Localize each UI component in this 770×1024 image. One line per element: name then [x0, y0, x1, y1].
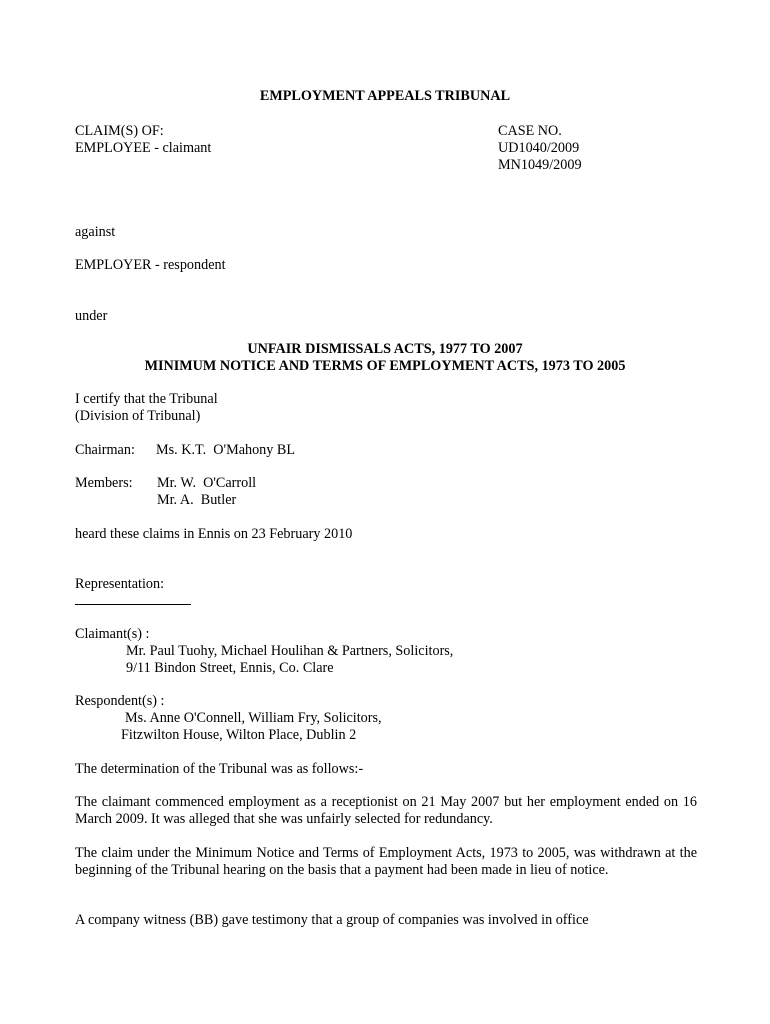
certify-line: (Division of Tribunal) [75, 408, 201, 424]
tribunal-title: EMPLOYMENT APPEALS TRIBUNAL [259, 88, 511, 104]
chairman-label: Chairman: [75, 442, 135, 458]
respondent-line: Fitzwilton House, Wilton Place, Dublin 2 [121, 727, 357, 743]
members-label: Members: [75, 475, 133, 491]
member-name: Mr. A. Butler [157, 492, 237, 508]
certify-line: I certify that the Tribunal [75, 391, 218, 407]
case-number: UD1040/2009 [498, 140, 580, 156]
representation-underline [75, 604, 191, 605]
employer-respondent: EMPLOYER - respondent [75, 257, 226, 273]
case-number: MN1049/2009 [498, 157, 582, 173]
claimant-label: Claimant(s) : [75, 626, 150, 642]
case-no-label: CASE NO. [498, 123, 562, 139]
determination-paragraph: The claim under the Minimum Notice and Terms of Employment Acts, 1973 to 2005, was withdrawn at the beginning of the Tribunal hearing on the basis that a payment had been made in lieu of notice. [75, 845, 697, 878]
under-text: under [75, 308, 108, 324]
act-title: MINIMUM NOTICE AND TERMS OF EMPLOYMENT ACTS, 1973 TO 2005 [144, 358, 626, 374]
employee-claimant: EMPLOYEE - claimant [75, 140, 212, 156]
determination-intro: The determination of the Tribunal was as follows:- [75, 761, 364, 777]
respondent-line: Ms. Anne O'Connell, William Fry, Solicitors, [125, 710, 382, 726]
heard-text: heard these claims in Ennis on 23 February 2010 [75, 526, 353, 542]
determination-paragraph: A company witness (BB) gave testimony that a group of companies was involved in office [75, 912, 589, 928]
claimant-line: Mr. Paul Tuohy, Michael Houlihan & Partners, Solicitors, [126, 643, 454, 659]
respondent-label: Respondent(s) : [75, 693, 165, 709]
claimant-line: 9/11 Bindon Street, Ennis, Co. Clare [126, 660, 334, 676]
claims-label: CLAIM(S) OF: [75, 123, 164, 139]
act-title: UNFAIR DISMISSALS ACTS, 1977 TO 2007 [247, 341, 523, 357]
against-text: against [75, 224, 116, 240]
determination-paragraph: The claimant commenced employment as a receptionist on 21 May 2007 but her employment ended on 16 March 2009. It was alleged that she was unfairly selected for redundancy. [75, 794, 697, 827]
member-name: Mr. W. O'Carroll [157, 475, 257, 491]
chairman-name: Ms. K.T. O'Mahony BL [156, 442, 296, 458]
representation-label: Representation: [75, 576, 165, 592]
